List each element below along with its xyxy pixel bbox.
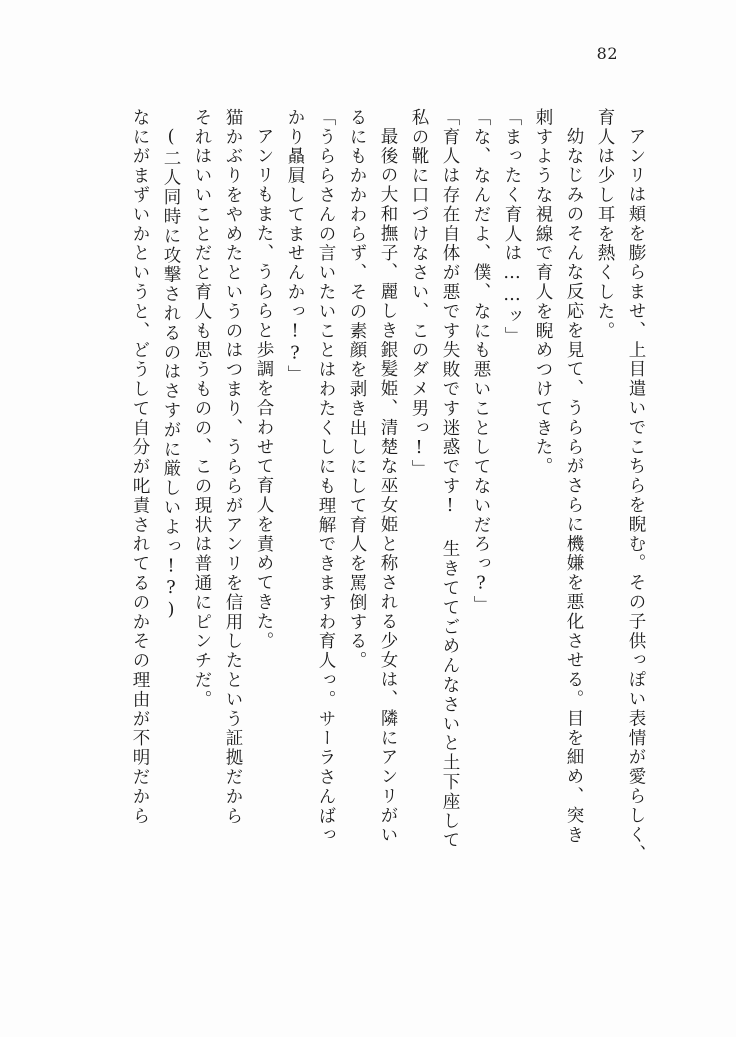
page-number: 82 (596, 44, 618, 63)
text-line: なにがまずいかというと、どうして自分が叱責されてるのかその理由が不明だから (130, 108, 150, 826)
text-line: 育人は少し耳を熱くした。 (595, 108, 615, 341)
text-line: 「うららさんの言いたいことはわたくしにも理解できますわ育人っ。サーラさんばっ (316, 108, 336, 846)
vertical-text-body (62, 108, 644, 953)
text-line: 刺すような視線で育人を睨めつけてきた。 (533, 108, 553, 477)
text-line: 私の靴に口づけなさい、このダメ男っ!」 (409, 108, 429, 480)
text-line: それはいいことだと育人も思うものの、この現状は普通にピンチだ。 (192, 108, 212, 710)
text-line: アンリは頬を膨らませ、上目遣いでこちらを睨む。その子供っぽい表情が愛らしく、 (626, 127, 646, 865)
text-line: 猫かぶりをやめたというのはつまり、うららがアンリを信用したという証拠だから (223, 108, 243, 826)
text-line: (二人同時に攻撃されるのはさすがに厳しいよっ!?) (161, 127, 181, 622)
text-line: るにもかかわらず、その素顔を剥き出しにして育人を罵倒する。 (347, 108, 367, 671)
text-line: 最後の大和撫子、麗しき銀髪姫、清楚な巫女姫と称される少女は、隣にアンリがい (378, 127, 398, 845)
text-line: アンリもまた、うららと歩調を合わせて育人を責めてきた。 (254, 127, 274, 651)
text-line: 「育人は存在自体が悪です失敗です迷惑です! 生きててごめんなさいと土下座して (440, 108, 460, 851)
text-line: 幼なじみのそんな反応を見て、うららがさらに機嫌を悪化させる。目を細め、突き (564, 127, 584, 845)
text-line: 「な、なんだよ、僕、なにも悪いことしてないだろっ?」 (471, 108, 491, 615)
text-line: 「まったく育人は……ッ」 (502, 108, 522, 346)
text-line: かり贔屓してませんかっ!?」 (285, 108, 305, 385)
